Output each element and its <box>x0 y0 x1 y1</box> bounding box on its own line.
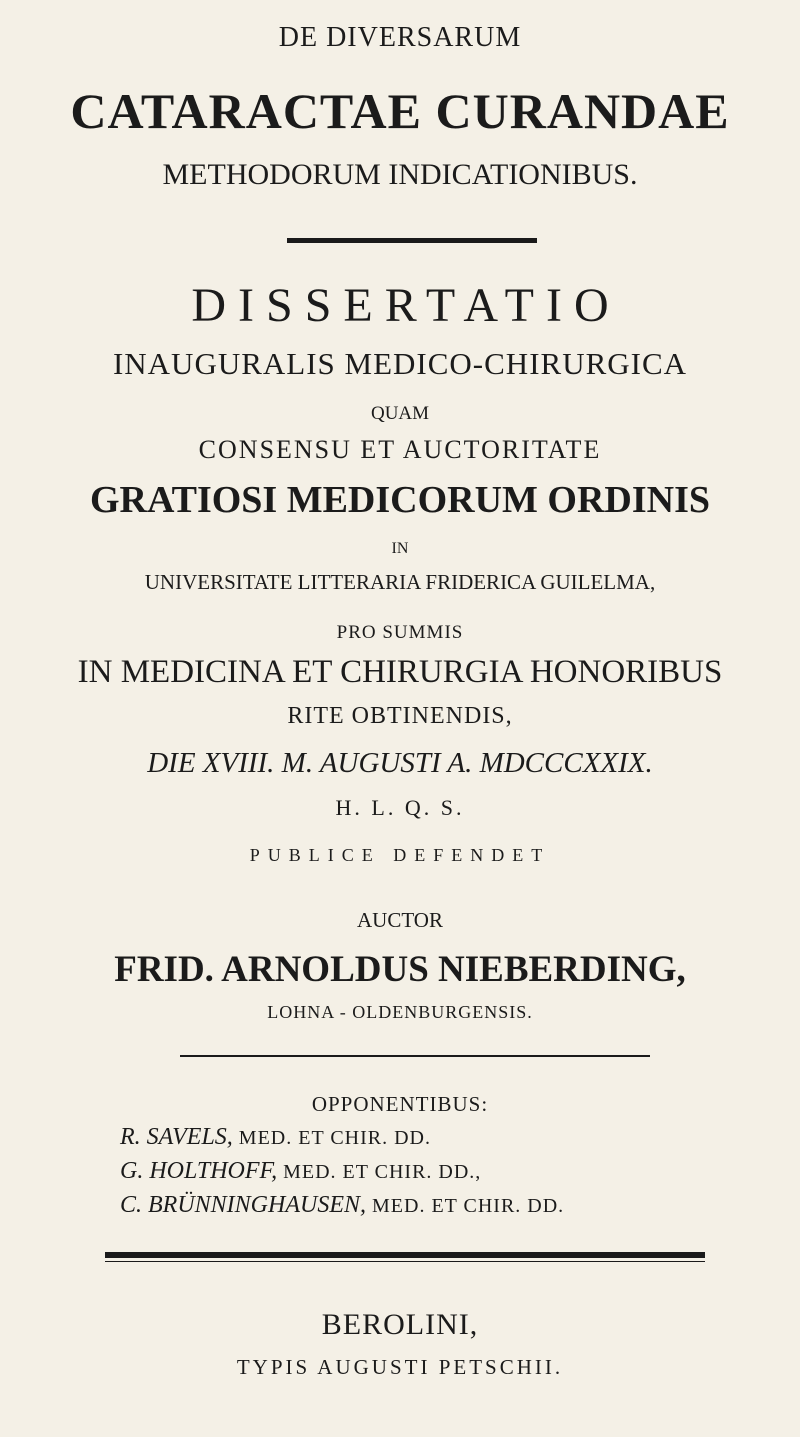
imprint-city: BEROLINI, <box>321 1308 479 1341</box>
auctor-label: AUCTOR <box>357 908 443 932</box>
divider-rule-bottom-thin <box>105 1261 705 1262</box>
date-text: DIE XVIII. M. AUGUSTI A. MDCCCXXIX. <box>147 747 653 779</box>
quam-text: QUAM <box>370 403 430 424</box>
opponent-degree: MED. ET CHIR. DD. <box>238 1127 431 1149</box>
obtinendis-text: RITE OBTINENDIS, <box>287 703 513 729</box>
pro-summis-text: PRO SUMMIS <box>336 622 464 643</box>
main-title: CATARACTAE CURANDAE <box>70 83 730 139</box>
divider-rule-bottom <box>105 1252 705 1258</box>
opponent-line-2 <box>120 1158 481 1185</box>
opponent-degree: MED. ET CHIR. DD., <box>283 1161 482 1183</box>
dissertation-type: INAUGURALIS MEDICO-CHIRURGICA <box>112 346 688 381</box>
divider-rule-middle <box>180 1055 650 1057</box>
consensu-text: CONSENSU ET AUCTORITATE <box>198 435 602 464</box>
author-origin: LOHNA - OLDENBURGENSIS. <box>267 1002 533 1022</box>
opponents-heading: OPPONENTIBUS: <box>311 1092 489 1116</box>
opponent-line-3 <box>120 1192 564 1219</box>
opponent-name: C. BRÜNNINGHAUSEN, <box>120 1192 366 1218</box>
opponent-line-1 <box>120 1124 431 1151</box>
hlqs-text: H. L. Q. S. <box>335 795 465 820</box>
opponent-degree: MED. ET CHIR. DD. <box>372 1195 565 1217</box>
honoribus-text: IN MEDICINA ET CHIRURGIA HONORIBUS <box>77 654 723 690</box>
ornament-rule-top <box>287 238 537 243</box>
imprint-printer: TYPIS AUGUSTI PETSCHII. <box>236 1355 564 1379</box>
publice-defendet-text: PUBLICE DEFENDET <box>249 845 551 865</box>
ordo-text: GRATIOSI MEDICORUM ORDINIS <box>89 479 711 521</box>
universitas-text: UNIVERSITATE LITTERARIA FRIDERICA GUILELMA, <box>144 570 656 594</box>
dissertation-heading: DISSERTATIO <box>191 279 621 332</box>
title-subtitle: METHODORUM INDICATIONIBUS. <box>162 158 638 191</box>
opponent-name: R. SAVELS, <box>120 1124 233 1150</box>
in-text: IN <box>391 540 409 557</box>
opponent-name: G. HOLTHOFF, <box>120 1158 278 1184</box>
author-name: FRID. ARNOLDUS NIEBERDING, <box>114 949 686 990</box>
title-prefix: DE DIVERSARUM <box>278 22 522 53</box>
